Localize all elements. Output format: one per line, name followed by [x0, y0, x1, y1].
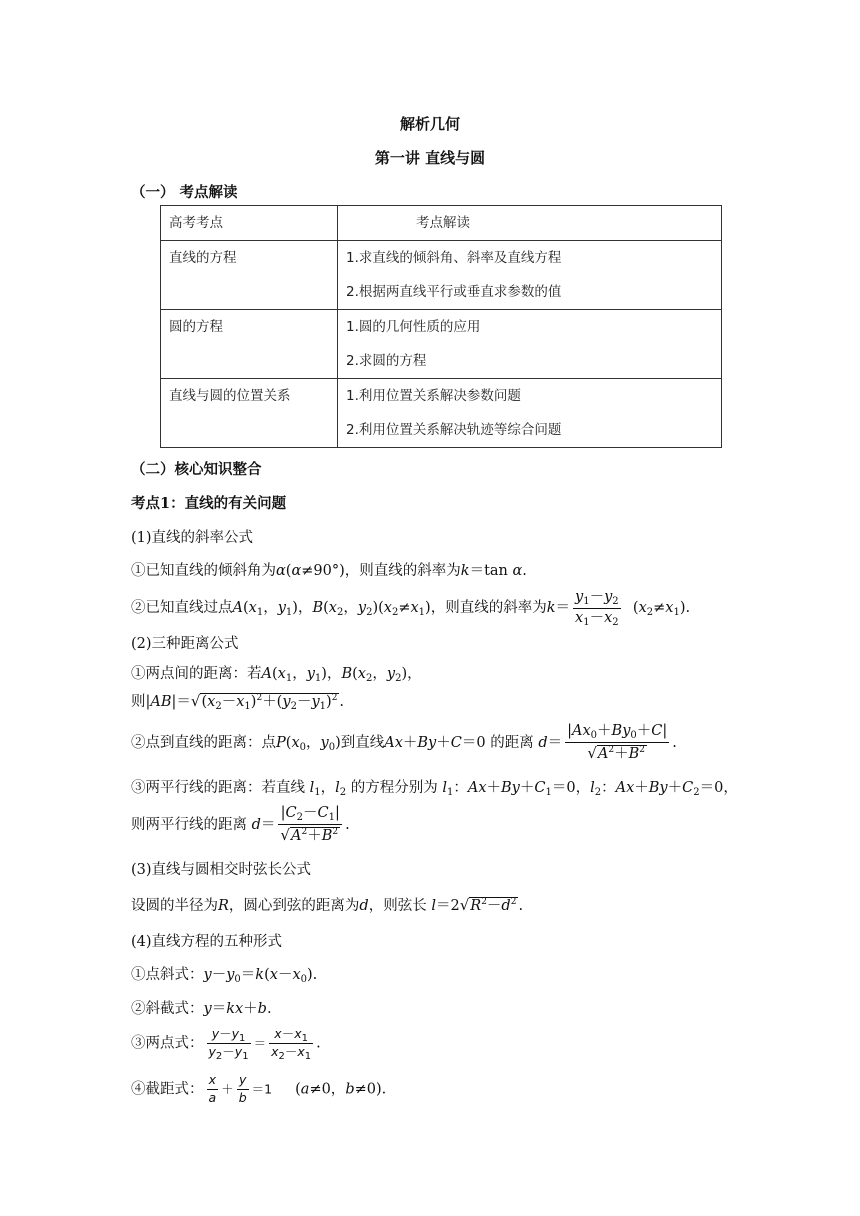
line-forms-heading: (4)直线方程的五种形式: [131, 934, 283, 950]
page-title: 解析几何: [399, 115, 460, 133]
table-cell-item: 2.利用位置关系解决轨迹等综合问题: [346, 422, 562, 438]
table-cell-topic: 圆的方程: [169, 319, 223, 335]
table-cell-item: 2.根据两直线平行或垂直求参数的值: [346, 284, 562, 300]
slope-formula-heading: (1)直线的斜率公式: [131, 530, 254, 546]
two-point-form: ③两点式： $\frac{y-y_1}{y_2-y_1}$ ＝ $\frac{x-x_1}{x_2-x_1}$ .: [131, 1026, 321, 1062]
chord-length-heading: (3)直线与圆相交时弦长公式: [131, 862, 312, 878]
distance-formula-3: ③两平行线的距离：若直线 $l_1$，$l_2$ 的方程分别为 $l_1$：$Ax+By+C_1=0$，$l_2$：$Ax+By+C_2=0$，: [131, 780, 738, 798]
table-cell-item: 1.利用位置关系解决参数问题: [346, 388, 521, 404]
table-row: [161, 241, 722, 310]
distance-formula-heading: (2)三种距离公式: [131, 636, 239, 652]
point-slope-form: ①点斜式：$y-y_0=k(x-x_0)$.: [131, 967, 318, 985]
exam-points-table: [160, 205, 722, 448]
distance-formula-3-result: 则两平行线的距离 d＝ $\frac{|C_2-C_1|}{√A^2+B^2}$ .: [131, 805, 350, 844]
table-cell-topic: 直线与圆的位置关系: [169, 388, 291, 404]
table-row: [161, 310, 722, 379]
table-cell-item: 1.圆的几何性质的应用: [346, 319, 481, 335]
table-cell-item: 1.求直线的倾斜角、斜率及直线方程: [346, 250, 562, 266]
section-heading-2: （二）核心知识整合: [131, 461, 262, 478]
slope-formula-1: ①已知直线的倾斜角为α(α≠90°)，则直线的斜率为k＝tan α.: [131, 563, 527, 579]
table-cell-topic: 直线的方程: [169, 250, 237, 266]
distance-formula-2: ②点到直线的距离：点$P(x_0$，$y_0$)到直线Ax＋By＋C＝0 的距离 d＝ $\frac{|Ax_0+By_0+C|}{√A^2+B^2}$ .: [131, 723, 677, 762]
chord-length-formula: 设圆的半径为R，圆心到弦的距离为d，则弦长 $l=2√R^2-d^2$ .: [131, 896, 524, 914]
distance-formula-1-result: 则$|AB|=√(x_2-x_1)^2+(y_2-y_1)^2$ .: [131, 692, 345, 712]
kaodian-heading: 考点1：直线的有关问题: [131, 495, 287, 512]
table-header-topic: 高考考点: [161, 206, 338, 241]
lecture-subtitle: 第一讲 直线与圆: [374, 149, 486, 167]
slope-formula-2: ②已知直线过点$A(x_1$，$y_1$)，$B(x_2$，$y_2)(x_2\ne x_1)$，则直线的斜率为k＝ $\frac{y_1-y_2}{x_1-x_2}$ $(x_2\ne x_1)$.: [131, 589, 691, 628]
table-header-row: [161, 206, 722, 241]
table-cell-item: 2.求圆的方程: [346, 353, 427, 369]
table-row: [161, 379, 722, 448]
table-header-detail: 考点解读: [416, 215, 470, 231]
section-heading-1: （一） 考点解读: [131, 184, 238, 201]
slope-intercept-form: ②斜截式：y＝kx＋b.: [131, 1001, 272, 1017]
distance-formula-1: ①两点间的距离：若$A(x_1$，$y_1$)，$B(x_2$，$y_2$)，: [131, 666, 422, 684]
intercept-form: ④截距式： $\frac{x}{a}$ ＋ $\frac{y}{b}$ ＝1 (a≠0，b≠0).: [131, 1072, 387, 1105]
